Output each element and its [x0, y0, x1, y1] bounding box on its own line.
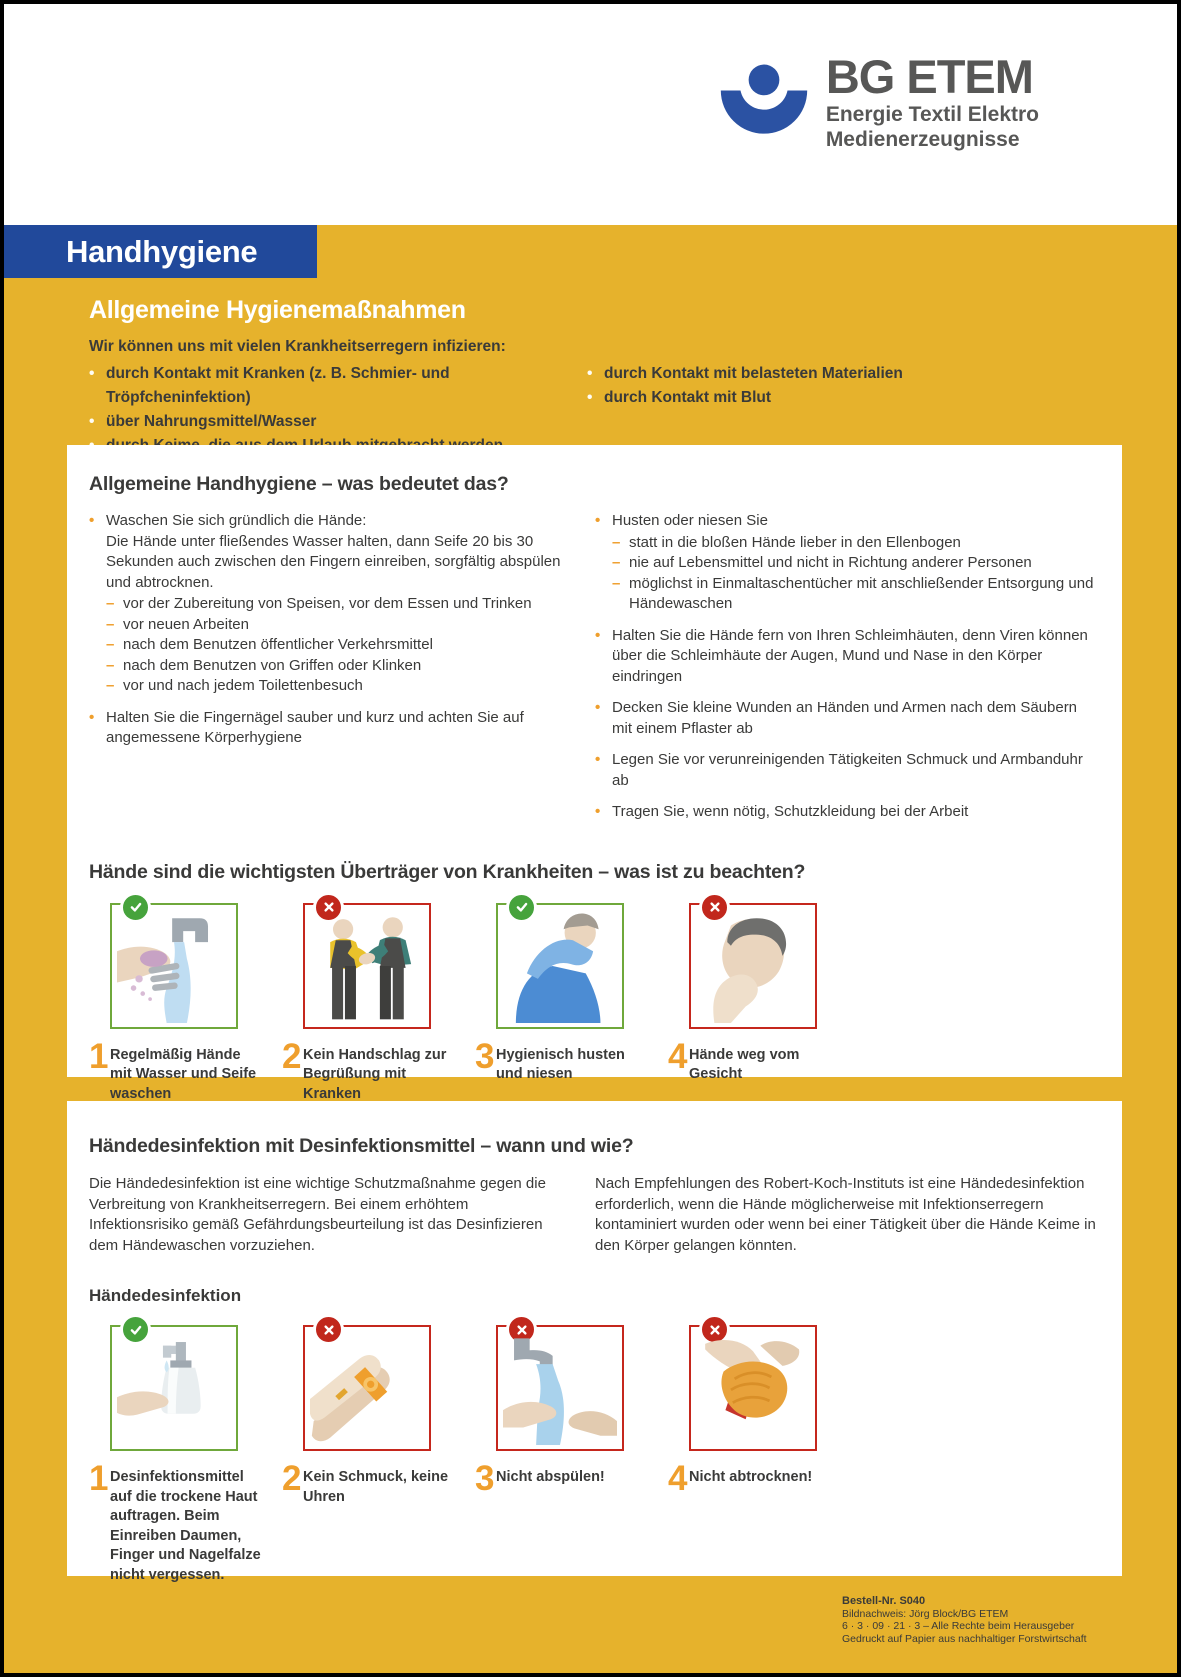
step-number: 2 — [282, 1036, 301, 1076]
step-wash-hands — [89, 903, 282, 1105]
intro-bullets-left — [89, 362, 587, 458]
sub-item: – möglichst in Einmaltaschentücher mit anschließender Entsorgung und Händewaschen — [612, 574, 1100, 615]
step-caption: Kein Schmuck, keine Uhren — [303, 1469, 449, 1505]
card-heading: Händedesinfektion mit Desinfektionsmittel – wann und wie? — [89, 1135, 634, 1157]
footer-rights: 6 · 3 · 09 · 21 · 3 – Alle Rechte beim Herausgeber — [842, 1620, 1075, 1632]
sub-item: – vor und nach jedem Toilettenbesuch — [106, 676, 565, 697]
step-no-drying — [668, 1325, 861, 1585]
sub-item: – statt in die bloßen Hände lieber in den Ellenbogen — [612, 533, 1100, 554]
step-number: 3 — [475, 1036, 494, 1076]
step-number: 1 — [89, 1459, 108, 1498]
list-item: • über Nahrungsmittel/Wasser — [89, 410, 587, 434]
hand-on-face-illustration — [695, 909, 811, 1023]
transmission-heading: Hände sind die wichtigsten Überträger von Krankheiten – was ist zu beachten? — [89, 860, 806, 883]
logo-text — [826, 52, 1039, 152]
paragraph: Nach Empfehlungen des Robert-Koch-Instituts ist eine Händedesinfektion erforderlich, wenn die Hände möglicherweise mit Infektionserregern kontaminiert wurden oder wenn bei einer Tätigkeit über die Hände Keime in den Körper gelangen könnten. — [595, 1175, 1096, 1254]
step-caption: Nicht abspülen! — [496, 1469, 605, 1485]
intro-lead: Wir können uns mit vielen Krankheitserregern infizieren: — [89, 338, 506, 355]
watch-and-ring-illustration — [309, 1331, 425, 1445]
step-caption-row — [475, 1036, 668, 1085]
figure-box — [496, 1325, 624, 1451]
cough-into-elbow-illustration — [502, 909, 618, 1023]
list-item: • durch Kontakt mit Blut — [587, 386, 1122, 410]
step-number: 2 — [282, 1459, 301, 1498]
footer-paper-note: Gedruckt auf Papier aus nachhaltiger Forstwirtschaft — [842, 1632, 1087, 1645]
sub-list — [612, 533, 1100, 615]
step-cough-elbow — [475, 903, 668, 1105]
step-number: 4 — [668, 1459, 687, 1498]
step-caption-row — [282, 1459, 475, 1507]
step-caption-row — [282, 1036, 475, 1105]
handshake-illustration — [309, 909, 425, 1023]
step-caption-row — [668, 1036, 861, 1085]
sub-list — [106, 594, 565, 697]
step-no-rinsing — [475, 1325, 668, 1585]
footer-order-number: Bestell-Nr. S040 — [842, 1595, 926, 1607]
rinsing-hands-illustration — [502, 1331, 618, 1445]
figure-box — [303, 903, 431, 1029]
step-number: 1 — [89, 1036, 108, 1076]
logo-name: BG ETEM — [825, 50, 1033, 103]
list-item: • Tragen Sie, wenn nötig, Schutzkleidung bei der Arbeit — [595, 802, 1100, 823]
footer — [842, 1595, 1087, 1645]
bg-etem-logo — [716, 52, 1039, 152]
hygiene-column-left — [89, 511, 565, 834]
step-caption: Nicht abtrocknen! — [689, 1469, 813, 1485]
disinfectant-dispenser-illustration — [116, 1331, 232, 1445]
transmission-steps — [89, 903, 1100, 1105]
figure-box — [303, 1325, 431, 1451]
list-item: • Halten Sie die Hände fern von Ihren Schleimhäuten, denn Viren können über die Schleimhäute der Augen, Mund und Nase in den Körper eindringen — [595, 626, 1100, 688]
intro-bullet-columns — [89, 362, 1122, 458]
hand-hygiene-card — [67, 445, 1122, 1102]
figure-box — [110, 1325, 238, 1451]
disinfection-subheading: Händedesinfektion — [89, 1286, 242, 1305]
list-item: • Halten Sie die Fingernägel sauber und kurz und achten Sie auf angemessene Körperhygiene — [89, 708, 565, 749]
figure-box — [110, 903, 238, 1029]
step-caption: Hygienisch husten und niesen — [496, 1046, 625, 1082]
disinfection-card — [67, 1101, 1122, 1583]
sub-item: – vor der Zubereitung von Speisen, vor dem Essen und Trinken — [106, 594, 565, 615]
disinfection-steps — [89, 1325, 1100, 1585]
step-number: 3 — [475, 1459, 494, 1498]
page-header — [4, 4, 1177, 225]
sub-item: – nach dem Benutzen von Griffen oder Klinken — [106, 656, 565, 677]
list-item: • Husten oder niesen Sie – statt in die bloßen Hände lieber in den Ellenbogen – nie auf Lebensmittel und nicht in Richtung anderer Personen – möglichst in Einmaltaschentücher mit anschließender Entsorgung und Händewaschen — [595, 511, 1100, 615]
list-item: • durch Kontakt mit Kranken (z. B. Schmier- und Tröpfcheninfektion) — [89, 362, 587, 410]
list-item: • Legen Sie vor verunreinigenden Tätigkeiten Schmuck und Armbanduhr ab — [595, 750, 1100, 791]
step-no-handshake — [282, 903, 475, 1105]
list-item: • Waschen Sie sich gründlich die Hände: Die Hände unter fließendes Wasser halten, dann Seife 20 bis 30 Sekunden auch zwischen den Fingern einreiben, sorgfältig abspülen und abtrocknen. – vor der Zubereitung von Speisen, vor dem Essen und Trinken – vor neuen Arbeiten – nach dem Benutzen öffentlicher Verkehrsmittel – nach dem Benutzen von Griffen oder Klinken – vor und nach jedem Toilettenbesuch — [89, 511, 565, 697]
step-caption: Hände weg vom Gesicht — [689, 1046, 800, 1082]
step-caption-row — [668, 1459, 861, 1498]
list-item: • durch Kontakt mit belasteten Materialien — [587, 362, 1122, 386]
hygiene-column-right — [595, 511, 1100, 834]
step-apply-disinfectant — [89, 1325, 282, 1585]
step-caption-row — [89, 1459, 282, 1585]
step-no-jewelry — [282, 1325, 475, 1585]
figure-box — [689, 903, 817, 1029]
sub-item: – nach dem Benutzen öffentlicher Verkehrsmittel — [106, 635, 565, 656]
sub-item: – vor neuen Arbeiten — [106, 615, 565, 636]
wash-hands-illustration — [116, 909, 232, 1023]
towel-drying-illustration — [695, 1331, 811, 1445]
sub-item: – nie auf Lebensmittel und nicht in Richtung anderer Personen — [612, 553, 1100, 574]
bg-etem-logo-icon — [716, 54, 812, 150]
step-caption-row — [89, 1036, 282, 1105]
card-heading: Allgemeine Handhygiene – was bedeutet das? — [89, 473, 509, 495]
figure-box — [496, 903, 624, 1029]
intro-bullets-right — [587, 362, 1122, 458]
title-banner: Handhygiene — [4, 225, 317, 278]
figure-box — [689, 1325, 817, 1451]
footer-credit: Bildnachweis: Jörg Block/BG ETEM — [842, 1607, 1009, 1620]
paragraph: Die Händedesinfektion ist eine wichtige Schutzmaßnahme gegen die Verbreitung von Krankheitserregern. Bei einem erhöhtem Infektionsrisiko gemäß Gefährdungsbeurteilung ist das Desinfizieren dem Händewaschen vorzuziehen. — [89, 1175, 546, 1254]
step-caption-row — [475, 1459, 668, 1498]
step-hands-off-face — [668, 903, 861, 1105]
intro-heading: Allgemeine Hygienemaßnahmen — [89, 296, 466, 324]
step-caption: Desinfektionsmittel auf die trockene Haut auftragen. Beim Einreiben Daumen, Finger und Nagelfalze nicht vergessen. — [110, 1469, 261, 1583]
list-item: • Decken Sie kleine Wunden an Händen und Armen nach dem Säubern mit einem Pflaster ab — [595, 698, 1100, 739]
step-caption: Kein Handschlag zur Begrüßung mit Kranken — [303, 1046, 447, 1102]
hygiene-columns — [89, 511, 1100, 834]
logo-subtitle: Energie Textil Elektro Medienerzeugnisse — [825, 103, 1039, 151]
step-caption: Regelmäßig Hände mit Wasser und Seife waschen — [110, 1046, 257, 1102]
disinfection-paragraphs — [89, 1174, 1100, 1256]
step-number: 4 — [668, 1036, 687, 1076]
